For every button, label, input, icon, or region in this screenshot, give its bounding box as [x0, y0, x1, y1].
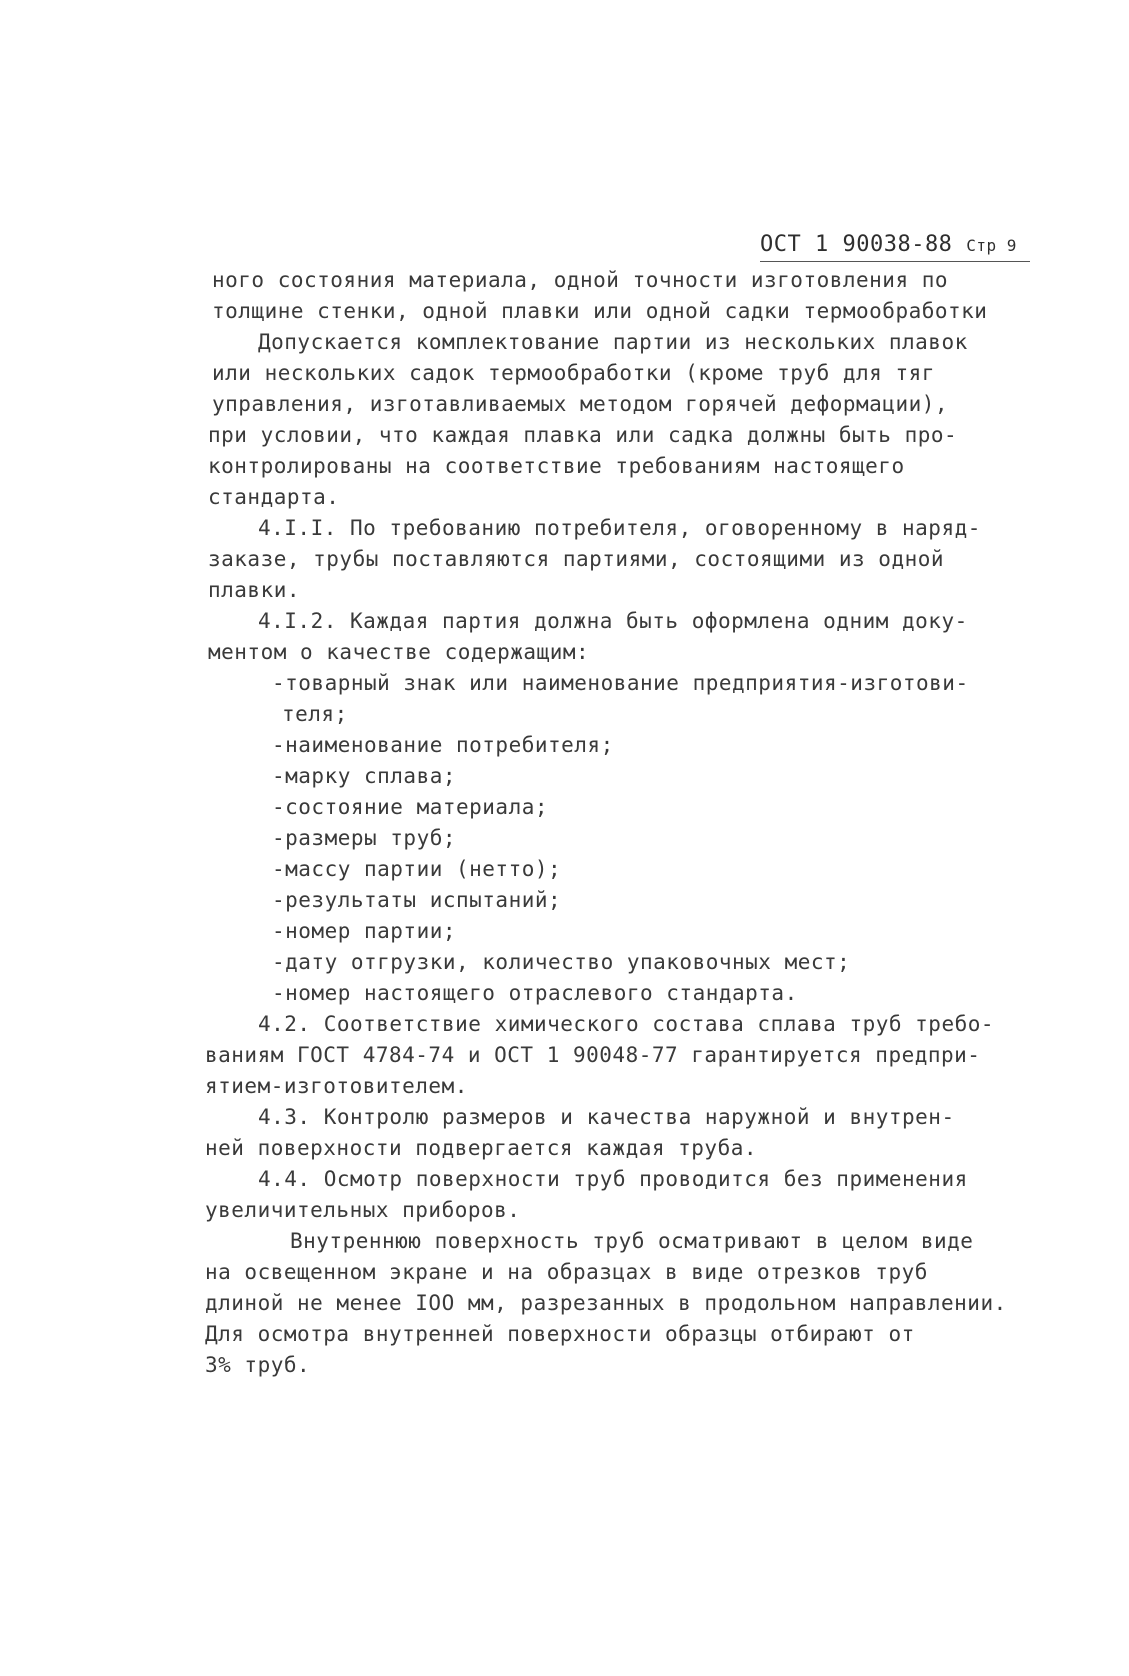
text-line: ваниям ГОСТ 4784-74 и ОСТ 1 90048-77 гарантируется предпри- — [205, 1043, 981, 1067]
list-item: -состояние материала; — [272, 795, 549, 819]
text-line: при условии, что каждая плавка или садка должны быть про- — [208, 423, 958, 447]
text-line: увеличительных приборов. — [205, 1198, 521, 1222]
text-line: Для осмотра внутренней поверхности образцы отбирают от — [205, 1322, 915, 1346]
text-line: плавки. — [208, 578, 301, 602]
page-header — [760, 232, 1030, 262]
text-line: стандарта. — [208, 485, 340, 509]
list-item: -результаты испытаний; — [272, 888, 562, 912]
text-line: ного состояния материала, одной точности изготовления по — [212, 268, 949, 292]
text-line: длиной не менее IOO мм, разрезанных в продольном направлении. — [205, 1291, 1007, 1315]
text-line: 4.2. Соответствие химического состава сплава труб требо- — [258, 1012, 995, 1036]
text-line: толщине стенки, одной плавки или одной садки термообработки — [212, 299, 988, 323]
list-item: -товарный знак или наименование предприятия-изготови- — [272, 671, 969, 695]
standard-code: ОСТ 1 90038-88 — [760, 232, 953, 257]
list-item: -номер партии; — [272, 919, 457, 943]
list-item: -размеры труб; — [272, 826, 457, 850]
text-line: 4.I.2. Каждая партия должна быть оформлена одним доку- — [258, 609, 968, 633]
list-item: -номер настоящего отраслевого стандарта. — [272, 981, 798, 1005]
text-line: на освещенном экране и на образцах в виде отрезков труб — [205, 1260, 928, 1284]
list-item: -дату отгрузки, количество упаковочных мест; — [272, 950, 851, 974]
text-line: Допускается комплектование партии из нескольких плавок — [258, 330, 968, 354]
page-number: Стр 9 — [966, 236, 1017, 255]
list-item: -марку сплава; — [272, 764, 457, 788]
text-line: ментом о качестве содержащим: — [208, 640, 590, 664]
text-line: ней поверхности подвергается каждая труба. — [205, 1136, 758, 1160]
text-line: 4.4. Осмотр поверхности труб проводится без применения — [258, 1167, 968, 1191]
text-line: или нескольких садок термообработки (кроме труб для тяг — [212, 361, 935, 385]
text-line: 3% труб. — [205, 1353, 311, 1377]
list-item: -наименование потребителя; — [272, 733, 614, 757]
text-line: 4.I.I. По требованию потребителя, оговоренному в наряд- — [258, 516, 981, 540]
text-line: 4.3. Контролю размеров и качества наружной и внутрен- — [258, 1105, 955, 1129]
text-line: контролированы на соответствие требованиям настоящего — [208, 454, 905, 478]
text-line: Внутреннюю поверхность труб осматривают в целом виде — [290, 1229, 974, 1253]
text-line: заказе, трубы поставляются партиями, состоящими из одной — [208, 547, 945, 571]
text-line: управления, изготавливаемых методом горячей деформации), — [212, 392, 949, 416]
text-line: ятием-изготовителем. — [205, 1074, 468, 1098]
list-item: -массу партии (нетто); — [272, 857, 562, 881]
list-item: теля; — [282, 702, 348, 726]
